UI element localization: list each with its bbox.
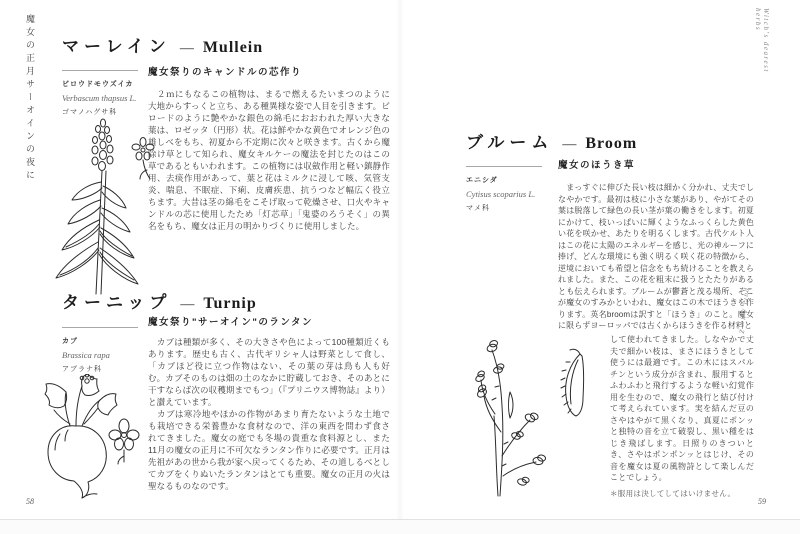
broom-family: マメ科 — [466, 205, 490, 212]
turnip-divider-rule — [62, 327, 138, 328]
turnip-name-kana: カブ — [62, 338, 78, 345]
broom-species-block — [466, 175, 556, 213]
broom-section-title — [466, 128, 637, 153]
mullein-title-ja: マーレイン — [62, 37, 171, 56]
turnip-body-paragraph-1: カブは種類が多く、その大きさや色によって100種類近くもあります。歴史も古く、古代ギリシャ人は野菜として食し、「カブほど役に立つ作物はない、その葉の芽は鳥も人も好む。カブそのものは畑の土のなかに貯蔵しておき、そのあとに干すならば次の収穫期までもつ」（『プリニウス博物誌』より）と讃えています。 — [148, 337, 390, 407]
edge-script-middle: part A to Z — [737, 287, 752, 336]
mullein-name-latin: Verbascum thapsus L. — [62, 93, 137, 103]
mullein-section-title — [62, 32, 263, 57]
turnip-title-en: Turnip — [203, 295, 257, 312]
page-number-right: 59 — [758, 497, 766, 506]
title-dash: — — [180, 297, 195, 312]
turnip-name-latin: Brassica rapa — [62, 350, 110, 360]
broom-title-ja: ブルーム — [466, 133, 554, 152]
broom-divider-rule — [466, 166, 542, 167]
broom-pod-illustration — [558, 346, 592, 422]
turnip-section-title — [62, 288, 257, 313]
mullein-subtitle: 魔女祭りのキャンドルの芯作り — [148, 67, 303, 78]
turnip-title-ja: ターニップ — [62, 293, 172, 312]
chapter-side-title: 魔女の正月サーオインの夜に — [25, 14, 35, 183]
mullein-illustration — [46, 116, 164, 298]
mullein-name-kana: ビロウドモウズイカ — [62, 81, 134, 88]
turnip-subtitle: 魔女祭り"サーオイン"のランタン — [148, 317, 313, 328]
broom-body-part2: して使われてきました。しなやかで丈夫で細かい枝は、まさにほうきとして使うには最適です。この木にはスパルチンという成分が含まれ、服用するとふわふわと飛行するような軽い幻覚作用を生むので、魔女の飛行と結び付けて考えられています。実を結んだ豆のさやはやがて黒くなり、真夏にポンッと独特の音を立て破裂し、黒い種をはじき飛ばします。日照りのきついとき、さやはポンポンッとはじけ、その音を魔女は夏の風物詩として楽しんだことでしょう。 — [610, 335, 754, 482]
mullein-title-en: Mullein — [202, 39, 264, 56]
mullein-family: ゴマノハグサ科 — [62, 109, 118, 116]
turnip-body-paragraph-2: カブは寒冷地やほかの作物があまり育たないような土地でも栽培できる栄養豊かな食材なので、洋の東西を問わず食されてきました。魔女の庭でも冬場の貴重な食料源とし、また11月の魔女の正月に不可欠なランタン作りに必要です。正月は先祖があの世から我が家へ戻ってくるため、その道しるべとしてカブをくりぬいたランタンはとても重要。魔女の正月の火は聖なるものなのです。 — [148, 409, 390, 491]
turnip-family: アブラナ科 — [62, 366, 102, 373]
broom-name-kana: エニシダ — [466, 177, 498, 184]
broom-body-part1: まっすぐに伸びた長い枝は細かく分かれ、丈夫でしなやかです。最初は枝に小さな葉があり、やがてその葉は脱落して緑色の長い茎が葉の働きをします。初夏にかけて、枝いっぱいに輝くようなふっくらした黄色い花を咲かせ、あたりを明るくします。古代ケルト人はこの花に太陽のエネルギーを感じ、光の神ルーフに捧げ、どんな環境にも強く明るく咲く花の特徴から、逆境においても希望と信念をもち続けることを教えられました。また、この花を粗末に扱うとたたりがあるとも伝えられます。ブルームが鬱蒼と茂る場所、そこが魔女のすみかといわれ、魔女はこの木でほうきを作ります。英名broomは訳すと「ほうき」のこと。魔女に限らずヨーロッパでは古くからほうきを作る材料と — [558, 183, 754, 330]
mullein-divider-rule — [62, 70, 138, 71]
turnip-species-block — [62, 336, 152, 374]
broom-name-latin: Cytisus scoparius L. — [466, 189, 536, 199]
turnip-body — [148, 336, 390, 492]
turnip-illustration — [24, 374, 146, 502]
mullein-species-block — [62, 79, 152, 117]
page-gutter — [396, 0, 404, 520]
title-dash: — — [179, 41, 194, 56]
page-number-left: 58 — [26, 497, 34, 506]
broom-branch-illustration — [452, 336, 552, 500]
edge-script-top: Witch's dearest herbs — [754, 8, 770, 73]
broom-subtitle: 魔女のほうき草 — [558, 160, 636, 171]
broom-warning-note: ＊服用は決してしてはいけません。 — [610, 489, 736, 498]
page-bottom-margin — [0, 520, 800, 534]
title-dash: — — [562, 137, 577, 152]
mullein-body: ２ｍにもなるこの植物は、まるで燃えるたいまつのように大地からすっくと立ち、ある種異様な姿で人目を引きます。ビロードのように艶やかな銀色の綿毛におおわれた厚い大きな葉は、ロゼッタ（円形）状。花は鮮やかな黄色でオレンジ色の雄しべをもち、初夏から不定期に次々と咲きます。古くから魔除け草として知られ、魔女キルケーの魔法を封じたのはこの草であるともいわれます。この植物には収斂作用と軽い鎮静作用、去痰作用があって、葉と花はミルクに浸して咳、気管支炎、喘息、不眠症、下痢、皮膚疾患、抗うつなど幅広く役立ちます。大昔は茎の綿毛をこそげ取って乾燥させ、口火やキャンドルの芯に使用したため「灯芯草」「鬼婆のろうそく」の異名をもち、魔女は正月の明かりづくりに使用しました。 — [148, 89, 390, 231]
broom-title-en: Broom — [585, 135, 638, 152]
